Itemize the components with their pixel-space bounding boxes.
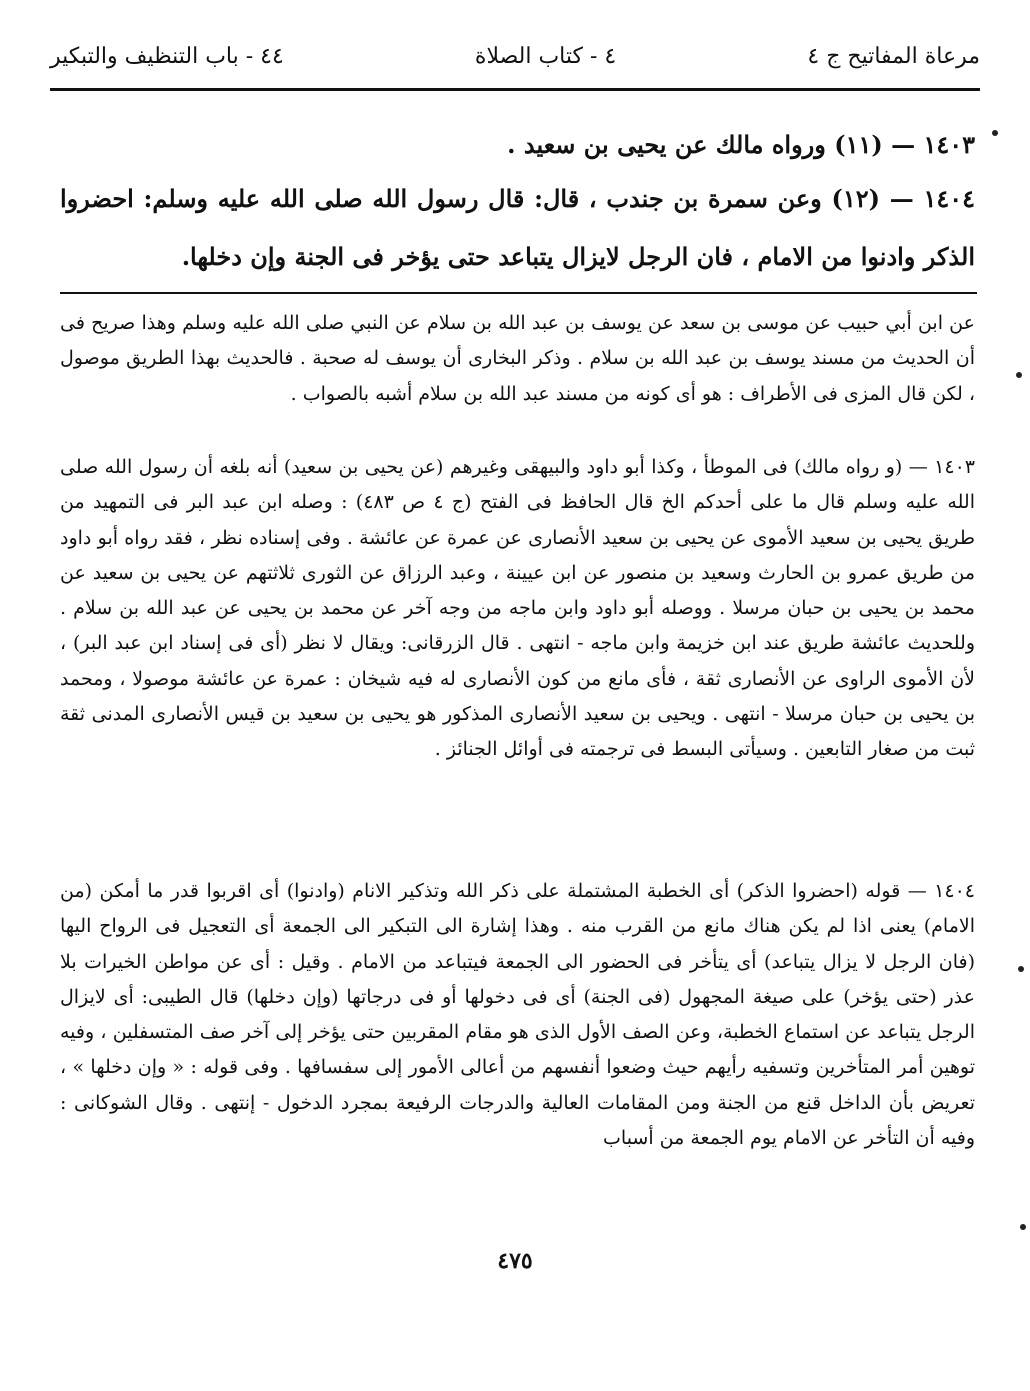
commentary-1404: ١٤٠٤ — قوله (احضروا الذكر) أى الخطبة المشتملة على ذكر الله وتذكير الانام (وادنوا) أى اقربوا قدر ما أمكن (من الامام) يعنى اذا لم يكن هناك مانع من القرب منه . وهذا إشارة الى التبكير الى الجمعة أى التعجيل فى الرواح اليها (فان الرجل لا يزال يتباعد) أى يتأخر فى الحضور الى الجمعة فيتباعد من الامام . وقيل : أى عن مواطن الخيرات بلا عذر (حتى يؤخر) على صيغة المجهول (فى الجنة) أى فى دخولها أو فى درجاتها (وإن دخلها) قال الطيبى: أى لايزال الرجل يتباعد عن استماع الخطبة، وعن الصف الأول الذى هو مقام المقربين حتى يؤخر إلى آخر صف المتسفلين ، وفيه توهين أمر المتأخرين وتسفيه رأيهم حيث وضعوا أنفسهم من أعالى الأمور إلى سفسافها . وفى قوله : « وإن دخلها » ، تعريض بأن الداخل قنع من الجنة ومن المقامات العالية والدرجات الرفيعة بمجرد الدخول - إنتهى . وقال الشوكانى : وفيه أن التأخر عن الامام يوم الجمعة من أسباب <box>60 880 975 1150</box>
header-section: ٤٤ - باب التنظيف والتبكير <box>50 43 284 69</box>
commentary-1403: ١٤٠٣ — (و رواه مالك) فى الموطأ ، وكذا أبو داود والبيهقى وغيرهم (عن يحيى بن سعيد) أنه بلغه أن رسول الله صلى الله عليه وسلم قال ما على أحدكم الخ قال الحافظ فى الفتح (ج ٤ ص ٤٨٣) : وصله ابن عبد البر فى التمهيد من طريق يحيى بن سعيد الأموى عن يحيى بن سعيد الأنصارى عن عمرة عن عائشة . وفى إسناده نظر ، فقد رواه أبو داود من طريق عمرو بن الحارث وسعيد بن منصور عن ابن عيينة ، وعبد الرزاق عن الثورى ثلاثتهم عن يحيى بن سعيد عن محمد بن يحيى بن حبان مرسلا . ووصله أبو داود وابن ماجه من وجه آخر عن محمد بن يحيى عن عبد الله بن سلام . وللحديث عائشة طريق عند ابن خزيمة وابن ماجه - انتهى . قال الزرقانى: ويقال لا نظر (أى فى إسناد ابن عبد البر) ، لأن الأموى الراوى عن الأنصارى ثقة ، فأى مانع من كون الأنصارى له فيه شيخان : عمرة عن عائشة موصولا ، ومحمد بن يحيى بن حبان مرسلا - انتهى . ويحيى بن سعيد الأنصارى المذكور هو يحيى بن سعيد بن قيس الأنصارى المدنى ثقة ثبت من صغار التابعين . وسيأتى البسط فى ترجمته فى أوائل الجنائز . <box>60 456 975 761</box>
commentary-continuation: عن ابن أبي حبيب عن موسى بن سعد عن يوسف بن عبد الله بن سلام عن النبي صلى الله عليه وسلم وهذا صريح فى أن الحديث من مسند يوسف بن عبد الله بن سلام . وذكر البخارى أن يوسف له صحبة . فالحديث بهذا الطريق موصول ، لكن قال المزى فى الأطراف : هو أى كونه من مسند عبد الله بن سلام أشبه بالصواب . <box>60 312 975 405</box>
header-chapter: ٤ - كتاب الصلاة <box>474 43 617 69</box>
page-number: ٤٧٥ <box>497 1248 533 1274</box>
header-book-title: مرعاة المفاتيح ج ٤ <box>807 43 980 69</box>
margin-mark <box>1020 1224 1026 1230</box>
header-rule <box>50 88 980 91</box>
hadith-1404: ١٤٠٤ — (١٢) وعن سمرة بن جندب ، قال: قال رسول الله صلى الله عليه وسلم: احضروا الذكر وادنوا من الامام ، فان الرجل لايزال يتباعد حتى يؤخر فى الجنة وإن دخلها. <box>60 184 975 271</box>
margin-mark <box>1016 372 1022 378</box>
margin-mark <box>1018 966 1024 972</box>
commentary-divider <box>60 292 977 294</box>
margin-mark <box>992 130 998 136</box>
page-header <box>50 34 980 78</box>
hadith-1403: ١٤٠٣ — (١١) ورواه مالك عن يحيى بن سعيد . <box>507 130 975 159</box>
